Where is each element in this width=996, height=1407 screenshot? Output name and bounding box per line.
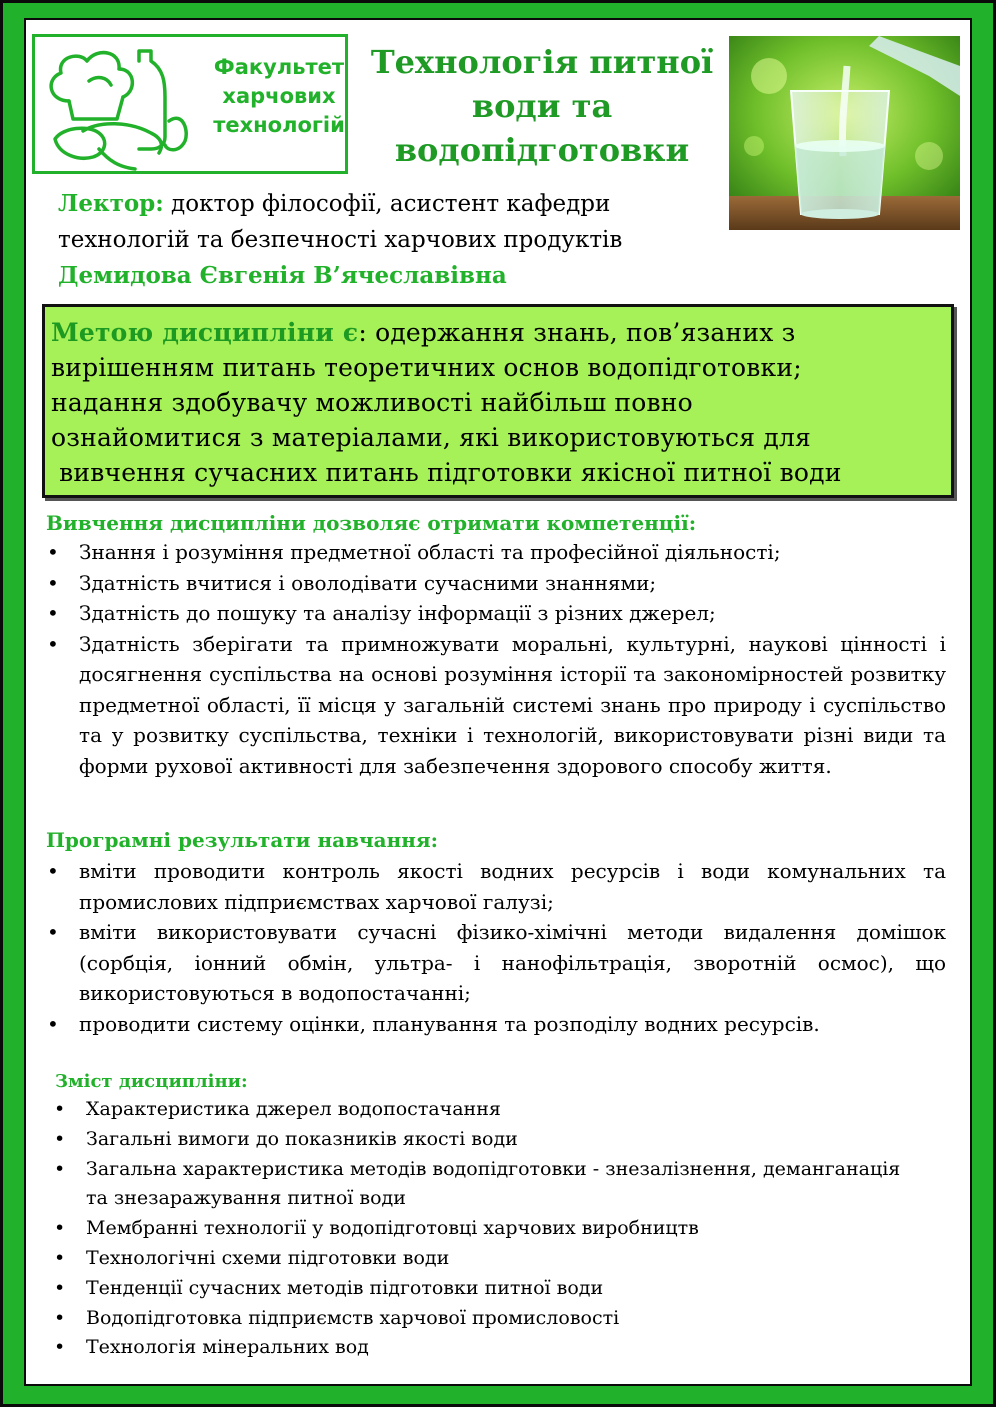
goal-line-3: надання здобувачу можливості найбільш повно xyxy=(51,388,693,417)
water-glass-photo xyxy=(729,36,960,230)
list-item: • Здатність зберігати та примножувати моральні, культурні, наукові цінності і досягнення суспільства на основі розуміння історії та закономірностей розвитку предметної області, її місця у загальній системі знань про природу і суспільство та у розвитку суспільства, техніки і технологій, використовувати різні види та форми рухової активності для забезпечення здорового способу життя. xyxy=(79,629,946,782)
list-item: • Водопідготовка підприємств харчової промисловості xyxy=(86,1304,906,1334)
list-item: • Технологічні схеми підготовки води xyxy=(86,1244,906,1274)
goal-box xyxy=(42,304,954,498)
lector-department: технологій та безпечності харчових продуктів xyxy=(58,227,623,253)
results-list xyxy=(79,856,946,1039)
lector-name: Демидова Євгенія В’ячеславівна xyxy=(58,262,507,289)
competencies-list xyxy=(79,537,946,781)
lector-position: доктор філософії, асистент кафедри xyxy=(163,191,611,217)
list-item: • Здатність до пошуку та аналізу інформації з різних джерел; xyxy=(79,598,946,629)
faculty-logo xyxy=(32,34,348,174)
logo-line-1: Факультет xyxy=(213,55,345,79)
list-item: • Загальні вимоги до показників якості води xyxy=(86,1125,906,1155)
lector-info xyxy=(58,186,728,294)
results-heading: Програмні результати навчання: xyxy=(46,828,439,852)
title-line-2: води та xyxy=(471,87,613,125)
list-item: • Знання і розуміння предметної області та професійної діяльності; xyxy=(79,537,946,568)
list-item: • вміти проводити контроль якості водних ресурсів і води комунальних та промислових підприємствах харчової галузі; xyxy=(79,856,946,917)
food-logo-icon xyxy=(39,41,209,171)
title-line-3: водопідготовки xyxy=(394,131,690,169)
competencies-heading: Вивчення дисципліни дозволяє отримати компетенції: xyxy=(46,511,697,535)
logo-line-2: харчових xyxy=(222,84,336,108)
page-title xyxy=(352,40,732,172)
content-heading: Зміст дисципліни: xyxy=(55,1071,248,1092)
water-glass-icon xyxy=(729,36,960,230)
list-item: • Тенденції сучасних методів підготовки питної води xyxy=(86,1274,906,1304)
goal-label: Метою дисципліни є xyxy=(51,318,359,347)
list-item: • Характеристика джерел водопостачання xyxy=(86,1095,906,1125)
list-item: • вміти використовувати сучасні фізико-хімічні методи видалення домішок (сорбція, іонний обмін, ультра- і нанофільтрація, зворотній осмос), що використовуються в водопостачанні; xyxy=(79,917,946,1009)
list-item: • Мембранні технології у водопідготовці харчових виробництв xyxy=(86,1214,906,1244)
list-item: • проводити систему оцінки, планування та розподілу водних ресурсів. xyxy=(79,1009,946,1040)
goal-line-1: : одержання знань, пов’язаних з xyxy=(358,318,796,347)
goal-line-5: вивчення сучасних питань підготовки якісної питної води xyxy=(51,458,842,487)
goal-line-4: ознайомитися з матеріалами, які використовуються для xyxy=(51,423,811,452)
goal-line-2: вирішенням питань теоретичних основ водопідготовки; xyxy=(51,353,802,382)
content-list xyxy=(86,1095,906,1363)
lector-label: Лектор: xyxy=(58,190,164,217)
logo-line-3: технологій xyxy=(213,113,345,137)
list-item: • Загальна характеристика методів водопідготовки - знезалізнення, деманганація та знезаражування питної води xyxy=(86,1155,906,1215)
list-item: • Технологія мінеральних вод xyxy=(86,1333,906,1363)
list-item: • Здатність вчитися і оволодівати сучасними знаннями; xyxy=(79,568,946,599)
title-line-1: Технологія питної xyxy=(370,43,714,81)
